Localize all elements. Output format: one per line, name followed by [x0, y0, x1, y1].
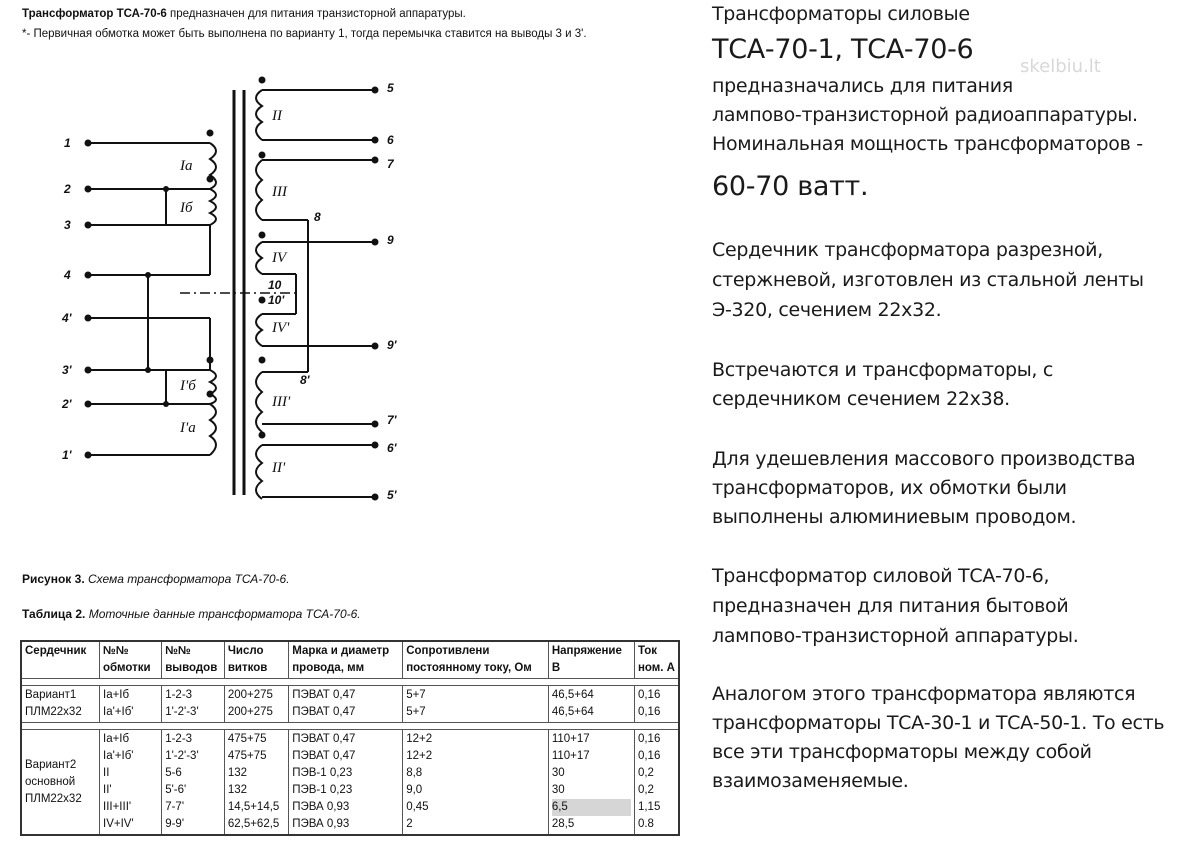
winding-label: Iб	[180, 200, 193, 216]
doc-header-note: *- Первичная обмотка может быть выполнена по варианту 1, тогда перемычка ставится на выводы 3 и 3'.	[22, 28, 587, 40]
core-cell: Вариант2 основной ПЛМ22х32	[21, 730, 100, 836]
pin-label: 4'	[62, 311, 72, 325]
winding-label: Iа	[180, 158, 193, 174]
pin-label: 5	[387, 81, 394, 95]
wire-cell: ПЭВАТ 0,47 ПЭВАТ 0,47	[289, 686, 403, 723]
transformer-schematic	[0, 0, 700, 560]
header-cell: Сердечник	[21, 641, 100, 679]
paragraph-line: Трансформатор силовой ТСА-70-6,	[712, 565, 1050, 587]
pins-cell: 1-2-3 1'-2'-3'	[162, 686, 225, 723]
windings-cell: Iа+Iб Iа'+Iб'	[100, 686, 162, 723]
paragraph-line: все эти трансформаторы между собой	[712, 741, 1092, 763]
voltage-cell: 46,5+64 46,5+64	[548, 686, 634, 723]
paragraph-line: выполнены алюминиевым проводом.	[712, 506, 1077, 528]
doc-header-title: Трансформатор ТСА-70-6 предназначен для питания транзисторной аппаратуры.	[22, 8, 466, 20]
paragraph-line: стержневой, изготовлен из стальной ленты	[712, 269, 1144, 291]
header-cell: Напряжение В	[548, 641, 634, 679]
table-row	[21, 686, 679, 723]
paragraph-line: трансформаторы ТСА-30-1 и ТСА-50-1. То есть	[712, 712, 1165, 734]
pin-label: 6	[387, 133, 394, 147]
winding-label: II'	[272, 460, 286, 476]
header-cell: №№ выводов	[162, 641, 225, 679]
windings-cell: Iа+Iб Iа'+Iб' II II' III+III' IV+IV'	[100, 730, 162, 836]
paragraph-line: Э-320, сечением 22х32.	[712, 299, 942, 321]
turns-cell: 200+275 200+275	[224, 686, 288, 723]
winding-label: III'	[272, 394, 291, 410]
header-cell: Марка и диаметр провода, мм	[289, 641, 403, 679]
header-cell: №№ обмотки	[100, 641, 162, 679]
pin-label: 3	[64, 218, 71, 232]
pin-label: 8	[314, 210, 321, 224]
pin-label: 7	[387, 157, 394, 171]
pin-label: 2	[64, 182, 71, 196]
resistance-cell: 12+2 12+2 8,8 9,0 0,45 2	[403, 730, 549, 836]
paragraph-line: трансформаторов, их обмотки были	[712, 477, 1067, 499]
pin-label: 8'	[300, 373, 310, 387]
core-cell: Вариант1 ПЛМ22х32	[21, 686, 100, 723]
turns-cell: 475+75 475+75 132 132 14,5+14,5 62,5+62,5	[224, 730, 288, 836]
pin-label: 2'	[62, 397, 72, 411]
pin-label: 1'	[62, 448, 72, 462]
pin-label: 10	[268, 278, 282, 292]
header-cell: Число витков	[224, 641, 288, 679]
paragraph-line: Встречаются и трансформаторы, с	[712, 359, 1054, 381]
pin-label: 1	[64, 136, 71, 150]
pin-label: 9	[387, 233, 394, 247]
current-cell: 0,16 0,16 0,2 0,2 1,15 0.8	[634, 730, 679, 836]
paragraph-line: Для удешевления массового производства	[712, 448, 1136, 470]
paragraph-line: сердечником сечением 22х38.	[712, 388, 1010, 410]
pin-label: 10'	[268, 293, 285, 307]
table-header-row	[21, 641, 679, 679]
voltage-cell: 110+17 110+17 30 30 6,5 28,5	[548, 730, 634, 836]
line-models: ТСА-70-1, ТСА-70-6	[712, 34, 974, 65]
windings-table	[20, 640, 680, 836]
pin-label: 4	[64, 268, 71, 282]
paragraph-line: лампово-транзисторной радиоаппаратуры.	[712, 104, 1138, 126]
paragraph-line: предназначен для питания бытовой	[712, 595, 1069, 617]
wire-cell: ПЭВАТ 0,47 ПЭВАТ 0,47 ПЭВ-1 0,23 ПЭВ-1 0,23 ПЭВА 0,93 ПЭВА 0,93	[289, 730, 403, 836]
table-row	[21, 730, 679, 836]
resistance-cell: 5+7 5+7	[403, 686, 549, 723]
winding-label: I'а	[180, 420, 196, 436]
line-title: Трансформаторы силовые	[712, 3, 970, 25]
header-cell: Ток ном. А	[634, 641, 679, 679]
line-power: 60-70 ватт.	[712, 171, 869, 202]
watermark: skelbiu.lt	[1020, 56, 1101, 77]
pin-label: 3'	[62, 363, 72, 377]
pin-label: 5'	[387, 488, 397, 502]
winding-label: IV'	[272, 320, 290, 336]
paragraph-line: предназначались для питания	[712, 75, 1013, 97]
current-cell: 0,16 0,16	[634, 686, 679, 723]
header-cell: Сопротивлени постоянному току, Ом	[403, 641, 549, 679]
paragraph-line: лампово-транзисторной аппаратуры.	[712, 625, 1079, 647]
pin-label: 6'	[387, 441, 397, 455]
pin-label: 9'	[387, 338, 397, 352]
winding-label: IV	[272, 250, 287, 266]
winding-label: I'б	[180, 378, 196, 394]
winding-label: II	[272, 108, 282, 124]
table-caption: Таблица 2. Моточные данные трансформатора ТСА-70-6.	[22, 607, 361, 621]
figure-caption: Рисунок 3. Схема трансформатора ТСА-70-6.	[22, 572, 290, 586]
paragraph-line: Сердечник трансформатора разрезной,	[712, 239, 1103, 261]
paragraph-line: взаимозаменяемые.	[712, 770, 909, 792]
winding-label: III	[272, 184, 287, 200]
pin-label: 7'	[387, 413, 397, 427]
pins-cell: 1-2-3 1'-2'-3' 5-6 5'-6' 7-7' 9-9'	[162, 730, 225, 836]
paragraph-line: Номинальная мощность трансформаторов -	[712, 133, 1143, 155]
paragraph-line: Аналогом этого трансформатора являются	[712, 683, 1136, 705]
